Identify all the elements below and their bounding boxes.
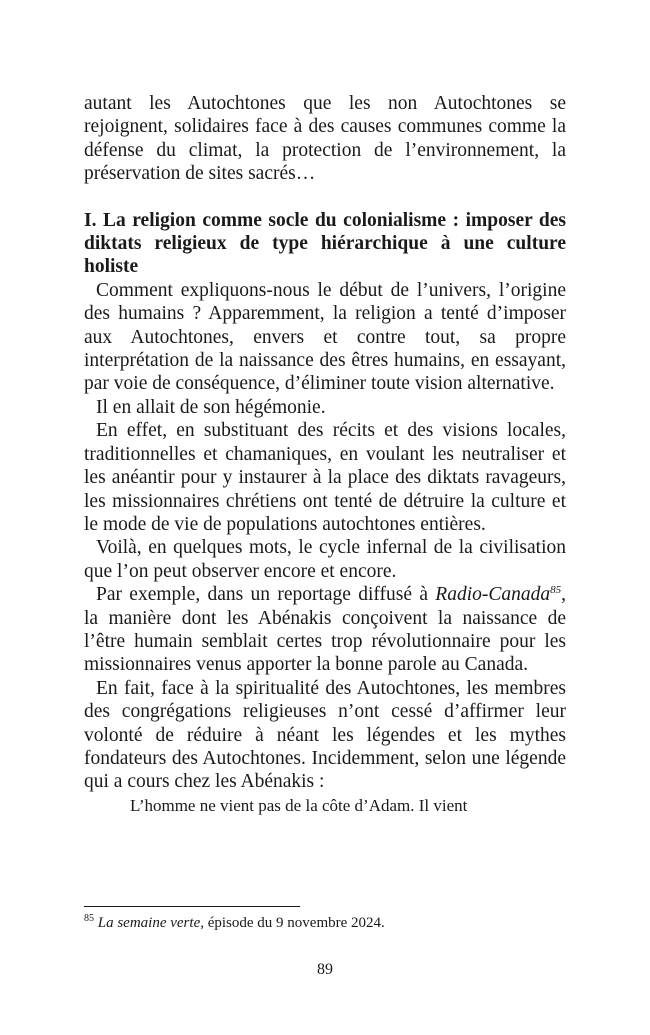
paragraph-radio-canada-text: Par exemple, dans un reportage diffusé à xyxy=(96,584,436,606)
paragraph-radio-canada-rest: , la manière dont les Abénakis conçoivent la naissance de l’être humain semblait certes trop révolutionnaire pour les missionnaires venus apporter la bonne parole au Canada. xyxy=(84,584,566,676)
page-number: 89 xyxy=(317,961,333,978)
paragraph-missionaries: En effet, en substituant des récits et des visions locales, traditionnelles et chamaniques, en voulant les neutraliser et les anéantir pour y instaurer à la place des diktats ravageurs, les missionnaires chrétiens ont tenté de détruire la culture et le mode de vie de populations autochtones entières. xyxy=(84,420,566,535)
footnote xyxy=(84,913,566,933)
paragraph-radio-canada xyxy=(84,583,566,677)
paragraph-origin: Comment expliquons-nous le début de l’univers, l’origine des humains ? Apparemment, la religion a tenté d’imposer aux Autochtones, envers et contre tout, sa propre interprétation de la naissance des êtres humains, en essayant, par voie de conséquence, d’éliminer toute vision alternative. xyxy=(84,279,566,395)
footnote-reference[interactable]: 85 xyxy=(550,584,562,597)
page-body xyxy=(84,92,566,817)
paragraph-hegemony: Il en allait de son hégémonie. xyxy=(96,396,326,418)
paragraph-continued: autant les Autochtones que les non Autochtones se rejoignent, solidaires face à des causes communes comme la défense du climat, la protection de l’environnement, la préservation de sites sacrés… xyxy=(84,93,566,185)
block-quote: L’homme ne vient pas de la côte d’Adam. Il vient xyxy=(130,795,468,815)
footnote-number: 85 xyxy=(84,913,94,924)
section-heading: I. La religion comme socle du colonialisme : imposer des diktats religieux de type hiérarchique à une culture holiste xyxy=(84,209,566,278)
footnote-divider xyxy=(84,906,300,907)
paragraph-spirituality: En fait, face à la spiritualité des Autochtones, les membres des congrégations religieuses n’ont cessé d’affirmer leur volonté de réduire à néant les légendes et les mythes fondateurs des Autochtones. Incidemment, selon une légende qui a cours chez les Abénakis : xyxy=(84,677,566,793)
footnote-title: La semaine verte xyxy=(97,915,201,931)
source-title: Radio-Canada xyxy=(435,584,551,606)
footnote-text: , épisode du 9 novembre 2024. xyxy=(200,915,385,931)
paragraph-cycle: Voilà, en quelques mots, le cycle infernal de la civilisation que l’on peut observer encore et encore. xyxy=(84,537,566,582)
